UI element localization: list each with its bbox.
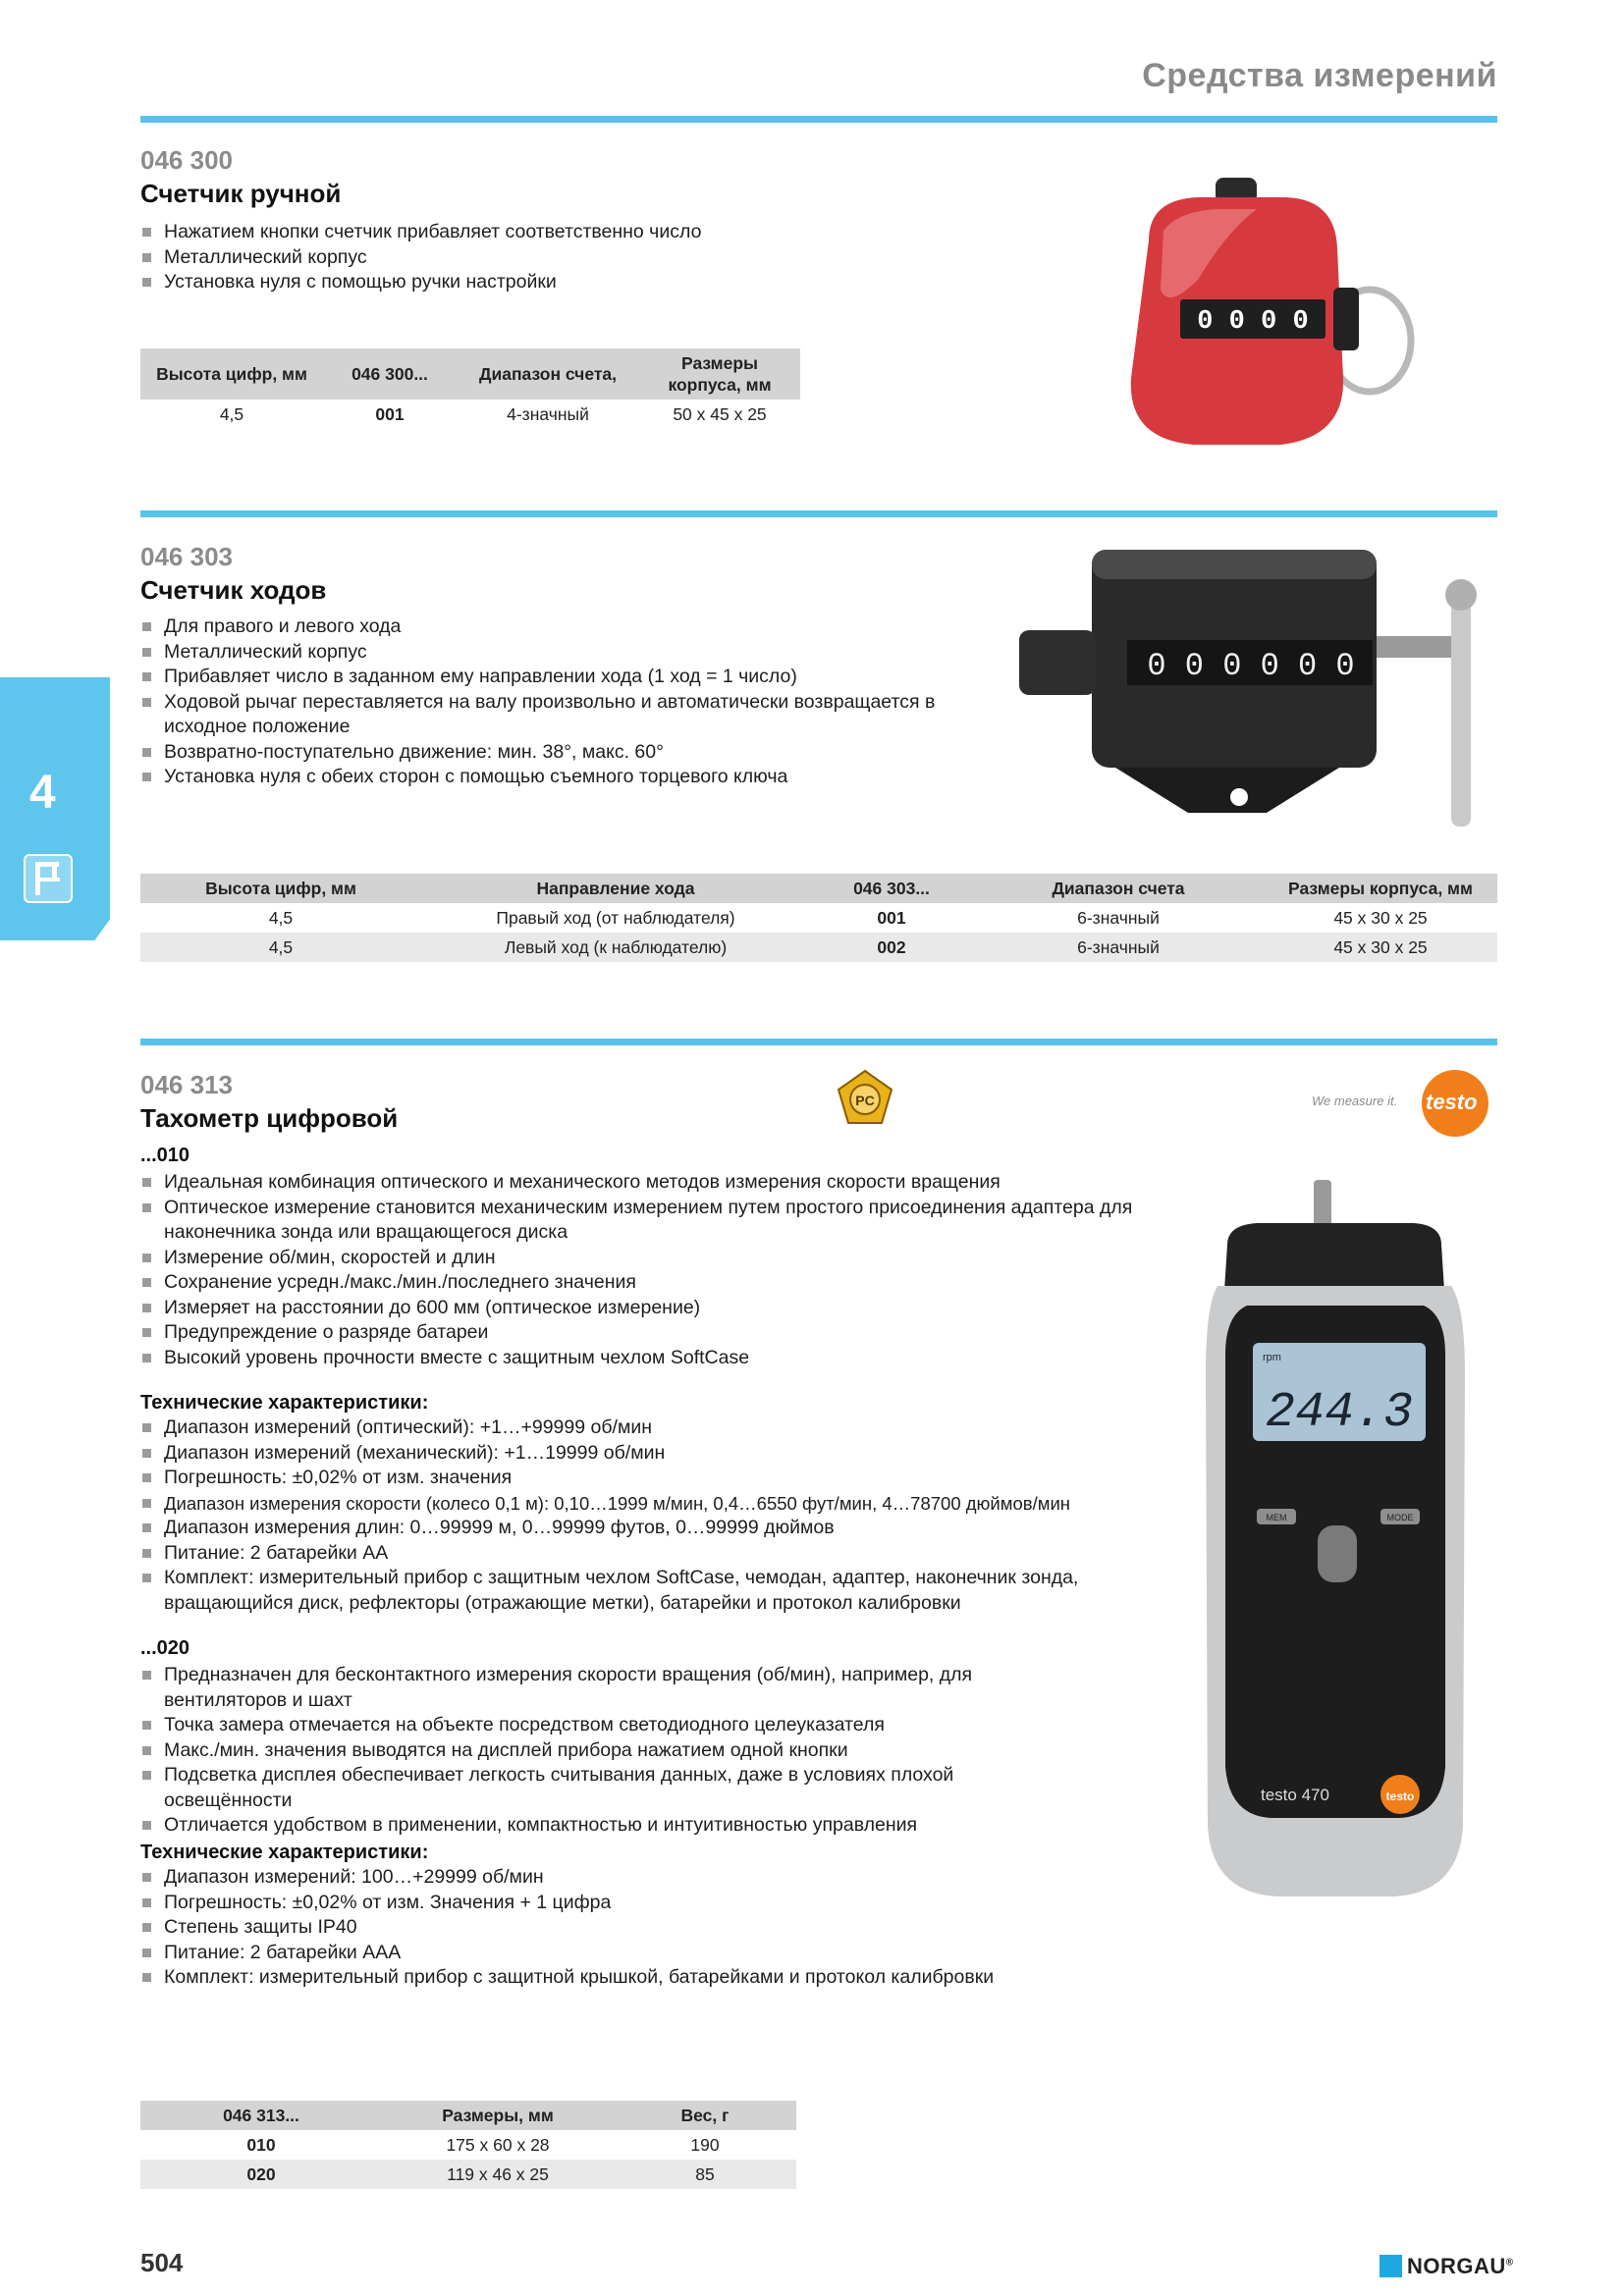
table-cell: 001 — [877, 907, 906, 928]
feature-item: Измеряет на расстоянии до 600 мм (оптическое измерение) — [140, 1296, 1152, 1321]
tech-spec-list — [140, 1415, 1162, 1616]
tech-spec-item: Погрешность: ±0,02% от изм. Значения + 1 цифра — [140, 1891, 1162, 1916]
feature-item: Для правого и левого хода — [140, 614, 1004, 640]
table-cell: 50 х 45 х 25 — [673, 403, 767, 424]
feature-item: Возвратно-поступательно движение: мин. 38°, макс. 60° — [140, 740, 1004, 766]
display-reading: 244.3 — [1265, 1385, 1414, 1441]
table-cell: 4,5 — [140, 933, 421, 962]
feature-list — [140, 1663, 1004, 1839]
counter-display: 0 0 0 0 0 0 — [1147, 648, 1355, 684]
feature-item: Макс./мин. значения выводятся на дисплей прибора нажатием одной кнопки — [140, 1738, 1004, 1764]
variant-label: ...010 — [140, 1145, 190, 1166]
tech-spec-item: Погрешность: ±0,02% от изм. значения — [140, 1466, 1162, 1491]
table-row — [140, 2130, 796, 2160]
product-title: Тахометр цифровой — [140, 1103, 399, 1133]
feature-item: Ходовой рычаг переставляется на валу произвольно и автоматически возвращается в исходное положение — [140, 690, 1004, 740]
table-header: Диапазон счета, — [457, 348, 639, 400]
table-cell: 6-значный — [973, 933, 1264, 962]
feature-item: Прибавляет число в заданном ему направлении хода (1 ход = 1 число) — [140, 665, 1004, 690]
header-divider — [140, 116, 1497, 123]
table-header: Диапазон счета — [973, 874, 1264, 903]
page-number: 504 — [140, 2248, 184, 2277]
tech-spec-item: Комплект: измерительный прибор с защитным чехлом SoftCase, чемодан, адаптер, наконечник зонда, вращающийся диск, рефлекторы (отражающие метки), батарейки и протокол калибровки — [140, 1566, 1162, 1616]
table-cell: 6-значный — [1077, 907, 1160, 928]
table-header: Размеры, мм — [382, 2101, 614, 2130]
feature-item: Предназначен для бесконтактного измерения скорости вращения (об/мин), например, для вентиляторов и шахт — [140, 1663, 1004, 1713]
table-row — [140, 2160, 796, 2189]
table-cell: 4-значный — [507, 403, 589, 424]
table-header: Высота цифр, мм — [140, 874, 421, 903]
table-cell: Правый ход (от наблюдателя) — [496, 907, 735, 928]
feature-item: Отличается удобством в применении, компактностью и интуитивностью управления — [140, 1813, 1004, 1839]
tech-spec-item: Комплект: измерительный прибор с защитной крышкой, батарейками и протокол калибровки — [140, 1965, 1162, 1991]
table-header: Направление хода — [421, 874, 810, 903]
feature-item: Точка замера отмечается на объекте посредством светодиодного целеуказателя — [140, 1713, 1004, 1738]
mem-button-label: MEM — [1266, 1513, 1287, 1522]
tech-specs-heading: Технические характеристики: — [140, 1842, 429, 1863]
table-header: Вес, г — [614, 2101, 796, 2130]
article-number: 046 300 — [140, 145, 233, 175]
caliper-icon — [24, 854, 73, 903]
table-cell: 4,5 — [219, 403, 244, 424]
tech-spec-item: Степень защиты IP40 — [140, 1915, 1162, 1941]
table-cell: Левый ход (к наблюдателю) — [421, 933, 810, 962]
feature-item: Установка нуля с обеих сторон с помощью съемного торцевого ключа — [140, 765, 1004, 790]
tech-spec-item: Диапазон измерений: 100…+29999 об/мин — [140, 1865, 1162, 1891]
section-divider — [140, 1039, 1497, 1045]
tech-specs-heading: Технические характеристики: — [140, 1392, 429, 1414]
feature-item: Предупреждение о разряде батареи — [140, 1320, 1152, 1346]
table-cell: 45 х 30 х 25 — [1333, 907, 1428, 928]
section-divider — [140, 510, 1497, 517]
table-header-row — [140, 874, 1497, 903]
norgau-logo-mark — [1380, 2255, 1402, 2277]
display-unit: rpm — [1263, 1352, 1281, 1363]
table-header: Высота цифр, мм — [140, 348, 323, 400]
table-cell: 010 — [246, 2134, 276, 2155]
tech-spec-item: Диапазон измерений (механический): +1…19999 об/мин — [140, 1441, 1162, 1467]
spec-table — [140, 2101, 796, 2189]
tech-spec-list — [140, 1865, 1162, 1991]
product-title: Счетчик ручной — [140, 179, 342, 208]
certification-badge-icon — [835, 1068, 895, 1127]
feature-item: Подсветка дисплея обеспечивает легкость считывания данных, даже в условиях плохой освещённости — [140, 1763, 1004, 1813]
tech-spec-item: Диапазон измерения скорости (колесо 0,1 м): 0,10…1999 м/мин, 0,4…6550 фут/мин, 4…78700 дюймов/мин — [140, 1491, 1162, 1517]
feature-list — [140, 1170, 1152, 1370]
feature-item: Измерение об/мин, скоростей и длин — [140, 1246, 1152, 1271]
feature-item: Оптическое измерение становится механическим измерением путем простого присоединения адаптера для наконечника зонда или вращающегося диска — [140, 1196, 1152, 1246]
hand-counter-image — [1109, 172, 1443, 456]
feature-list — [140, 614, 1004, 790]
table-header: Размеры корпуса, мм — [1264, 874, 1497, 903]
table-cell: 001 — [375, 403, 405, 424]
variant-label: ...020 — [140, 1637, 190, 1659]
product-title: Счетчик ходов — [140, 575, 327, 605]
table-header-row — [140, 2101, 796, 2130]
feature-item: Установка нуля с помощью ручки настройки — [140, 270, 985, 295]
table-row — [140, 933, 1497, 962]
table-cell: 002 — [810, 933, 973, 962]
stroke-counter-image — [1011, 542, 1502, 846]
table-cell: 190 — [690, 2134, 720, 2155]
feature-item: Высокий уровень прочности вместе с защитным чехлом SoftCase — [140, 1346, 1152, 1371]
counter-display: 0 0 0 0 — [1197, 307, 1309, 337]
feature-item: Металлический корпус — [140, 640, 1004, 666]
spec-table — [140, 874, 1497, 962]
tech-spec-item: Питание: 2 батарейки АА — [140, 1541, 1162, 1567]
table-header: Размеры корпуса, мм — [639, 348, 800, 400]
svg-text:PC: PC — [855, 1093, 875, 1108]
table-row — [140, 903, 1497, 933]
tech-spec-item: Диапазон измерений (оптический): +1…+99999 об/мин — [140, 1415, 1162, 1441]
article-number: 046 303 — [140, 542, 233, 571]
chapter-number: 4 — [29, 767, 56, 819]
feature-item: Металлический корпус — [140, 245, 985, 271]
feature-list — [140, 220, 985, 295]
table-cell: 119 х 46 х 25 — [382, 2160, 614, 2189]
spec-table — [140, 348, 800, 429]
device-model-label: testo 470 — [1261, 1786, 1329, 1804]
feature-item: Нажатием кнопки счетчик прибавляет соответственно число — [140, 220, 985, 245]
device-logo: testo — [1385, 1789, 1415, 1803]
tech-spec-item: Питание: 2 батарейки ААА — [140, 1941, 1162, 1966]
table-cell: 020 — [140, 2160, 382, 2189]
norgau-logo: NORGAU® — [1407, 2254, 1514, 2278]
feature-item: Сохранение усредн./макс./мин./последнего значения — [140, 1270, 1152, 1296]
table-row — [140, 400, 800, 429]
table-header: 046 313... — [140, 2101, 382, 2130]
brand-slogan: We measure it. — [1312, 1094, 1398, 1108]
mode-button-label: MODE — [1386, 1513, 1414, 1522]
table-cell: 175 х 60 х 28 — [446, 2134, 550, 2155]
article-number: 046 313 — [140, 1070, 233, 1099]
feature-item: Идеальная комбинация оптического и механического методов измерения скорости вращения — [140, 1170, 1152, 1196]
page-section-title: Средства измерений — [1142, 57, 1497, 94]
table-cell: 4,5 — [268, 907, 294, 928]
table-header: 046 303... — [810, 874, 973, 903]
tech-spec-item: Диапазон измерения длин: 0…99999 м, 0…99999 футов, 0…99999 дюймов — [140, 1516, 1162, 1541]
tachometer-image — [1188, 1178, 1483, 1904]
testo-logo: testo — [1422, 1070, 1488, 1137]
table-header: 046 300... — [323, 348, 457, 400]
table-header-row — [140, 348, 800, 400]
table-cell: 85 — [614, 2160, 796, 2189]
table-cell: 45 х 30 х 25 — [1264, 933, 1497, 962]
